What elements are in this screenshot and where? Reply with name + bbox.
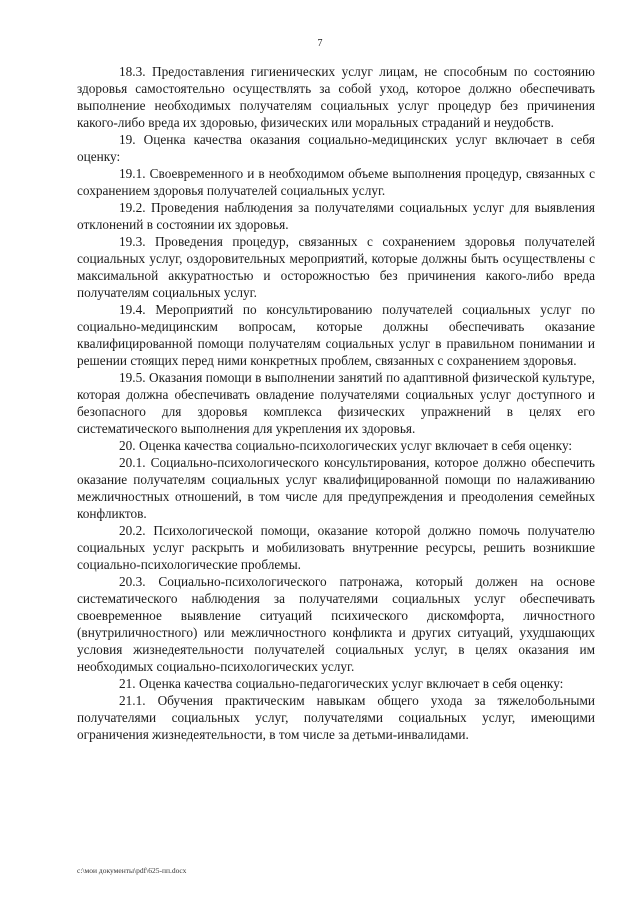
paragraph-21-1: 21.1. Обучения практическим навыкам общего ухода за тяжелобольными получателями социальных услуг, получателями социальных услуг, имеющими ограничения жизнедеятельности, в том числе за детьми-инвалидами.: [77, 693, 595, 742]
footer-file-path: c:\мои документы\pdf\625-пп.docx: [77, 866, 187, 875]
page-number: 7: [317, 38, 323, 49]
document-body: [77, 63, 595, 743]
paragraph-20-3: 20.3. Социально-психологического патронажа, который должен на основе систематического наблюдения за получателями социальных услуг обеспечивать своевременное выявление ситуаций психического дискомфорта, личностного (внутриличностного) или межличностного конфликта и других ситуаций, ухудшающих условия жизнедеятельности получателей социальных услуг, в целях оказания им необходимых социально-психологических услуг.: [77, 574, 595, 674]
paragraph-18-3: 18.3. Предоставления гигиенических услуг лицам, не способным по состоянию здоровья самостоятельно осуществлять за собой уход, которое должно обеспечивать выполнение необходимых получателям социальных услуг процедур без причинения какого-либо вреда их здоровью, физических или моральных страданий и неудобств.: [77, 64, 595, 130]
paragraph-21: 21. Оценка качества социально-педагогических услуг включает в себя оценку:: [119, 676, 564, 691]
paragraph-20-1: 20.1. Социально-психологического консультирования, которое должно обеспечить оказание получателям социальных услуг квалифицированной помощи по налаживанию межличностных отношений, в том числе для предупреждения и преодоления семейных конфликтов.: [77, 455, 595, 521]
paragraph-20: 20. Оценка качества социально-психологических услуг включает в себя оценку:: [119, 438, 573, 453]
paragraph-20-2: 20.2. Психологической помощи, оказание которой должно помочь получателю социальных услуг раскрыть и мобилизовать внутренние ресурсы, решить возникшие социально-психологические проблемы.: [77, 523, 595, 572]
paragraph-19-3: 19.3. Проведения процедур, связанных с сохранением здоровья получателей социальных услуг, оздоровительных мероприятий, которые должны быть осуществлены с максимальной аккуратностью и осторожностью без причинения какого-либо вреда получателям социальных услуг.: [77, 234, 595, 300]
paragraph-19: 19. Оценка качества оказания социально-медицинских услуг включает в себя оценку:: [77, 132, 595, 164]
paragraph-19-1: 19.1. Своевременного и в необходимом объеме выполнения процедур, связанных с сохранением здоровья получателей социальных услуг.: [77, 166, 595, 198]
paragraph-19-5: 19.5. Оказания помощи в выполнении занятий по адаптивной физической культуре, которая должна обеспечивать овладение получателями социальных услуг доступного и безопасного для здоровья комплекса физических упражнений в целях его систематического выполнения для укрепления их здоровья.: [77, 370, 595, 436]
paragraph-19-4: 19.4. Мероприятий по консультированию получателей социальных услуг по социально-медицинским вопросам, которые должны обеспечивать оказание квалифицированной помощи получателям социальных услуг в правильном понимании и решении стоящих перед ними конкретных проблем, связанных с сохранением здоровья.: [77, 302, 595, 368]
paragraph-19-2: 19.2. Проведения наблюдения за получателями социальных услуг для выявления отклонений в состоянии их здоровья.: [77, 200, 595, 232]
